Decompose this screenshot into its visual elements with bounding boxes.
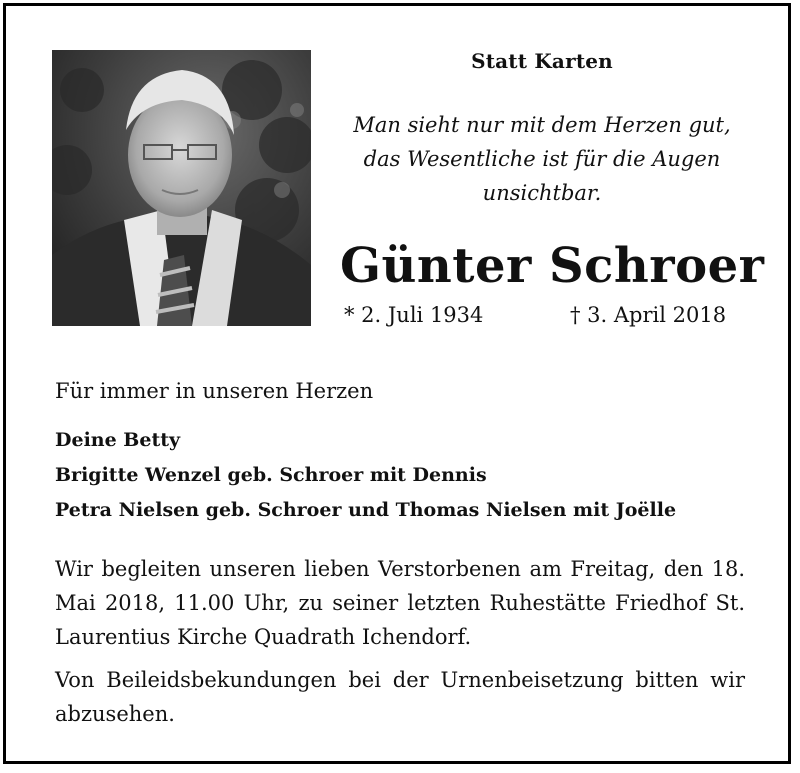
statt-karten-heading: Statt Karten xyxy=(471,49,613,73)
mourner-name: Brigitte Wenzel geb. Schroer mit Dennis xyxy=(55,464,487,486)
death-date: † 3. April 2018 xyxy=(570,303,727,327)
funeral-info-paragraph: Wir begleiten unseren lieben Verstorbenen am Freitag, den 18. Mai 2018, 11.00 Uhr, zu seiner letzten Ruhestätte Friedhof St. Laurentius Kirche Quadrath Ichendorf. xyxy=(55,557,745,649)
forever-line: Für immer in unseren Herzen xyxy=(55,379,374,403)
deceased-name: Günter Schroer xyxy=(340,238,765,294)
mourner-name: Petra Nielsen geb. Schroer und Thomas Nielsen mit Joëlle xyxy=(55,499,677,521)
condolence-paragraph: Von Beileidsbekundungen bei der Urnenbeisetzung bitten wir abzusehen. xyxy=(55,668,745,726)
mourner-name: Deine Betty xyxy=(55,429,181,451)
quote-line: unsichtbar. xyxy=(482,181,602,205)
memorial-quote xyxy=(337,108,747,210)
quote-line: Man sieht nur mit dem Herzen gut, xyxy=(353,113,731,137)
mourner-list xyxy=(55,423,676,528)
portrait-photo xyxy=(52,50,311,326)
birth-date: * 2. Juli 1934 xyxy=(344,303,484,327)
quote-line: das Wesentliche ist für die Augen xyxy=(363,147,721,171)
